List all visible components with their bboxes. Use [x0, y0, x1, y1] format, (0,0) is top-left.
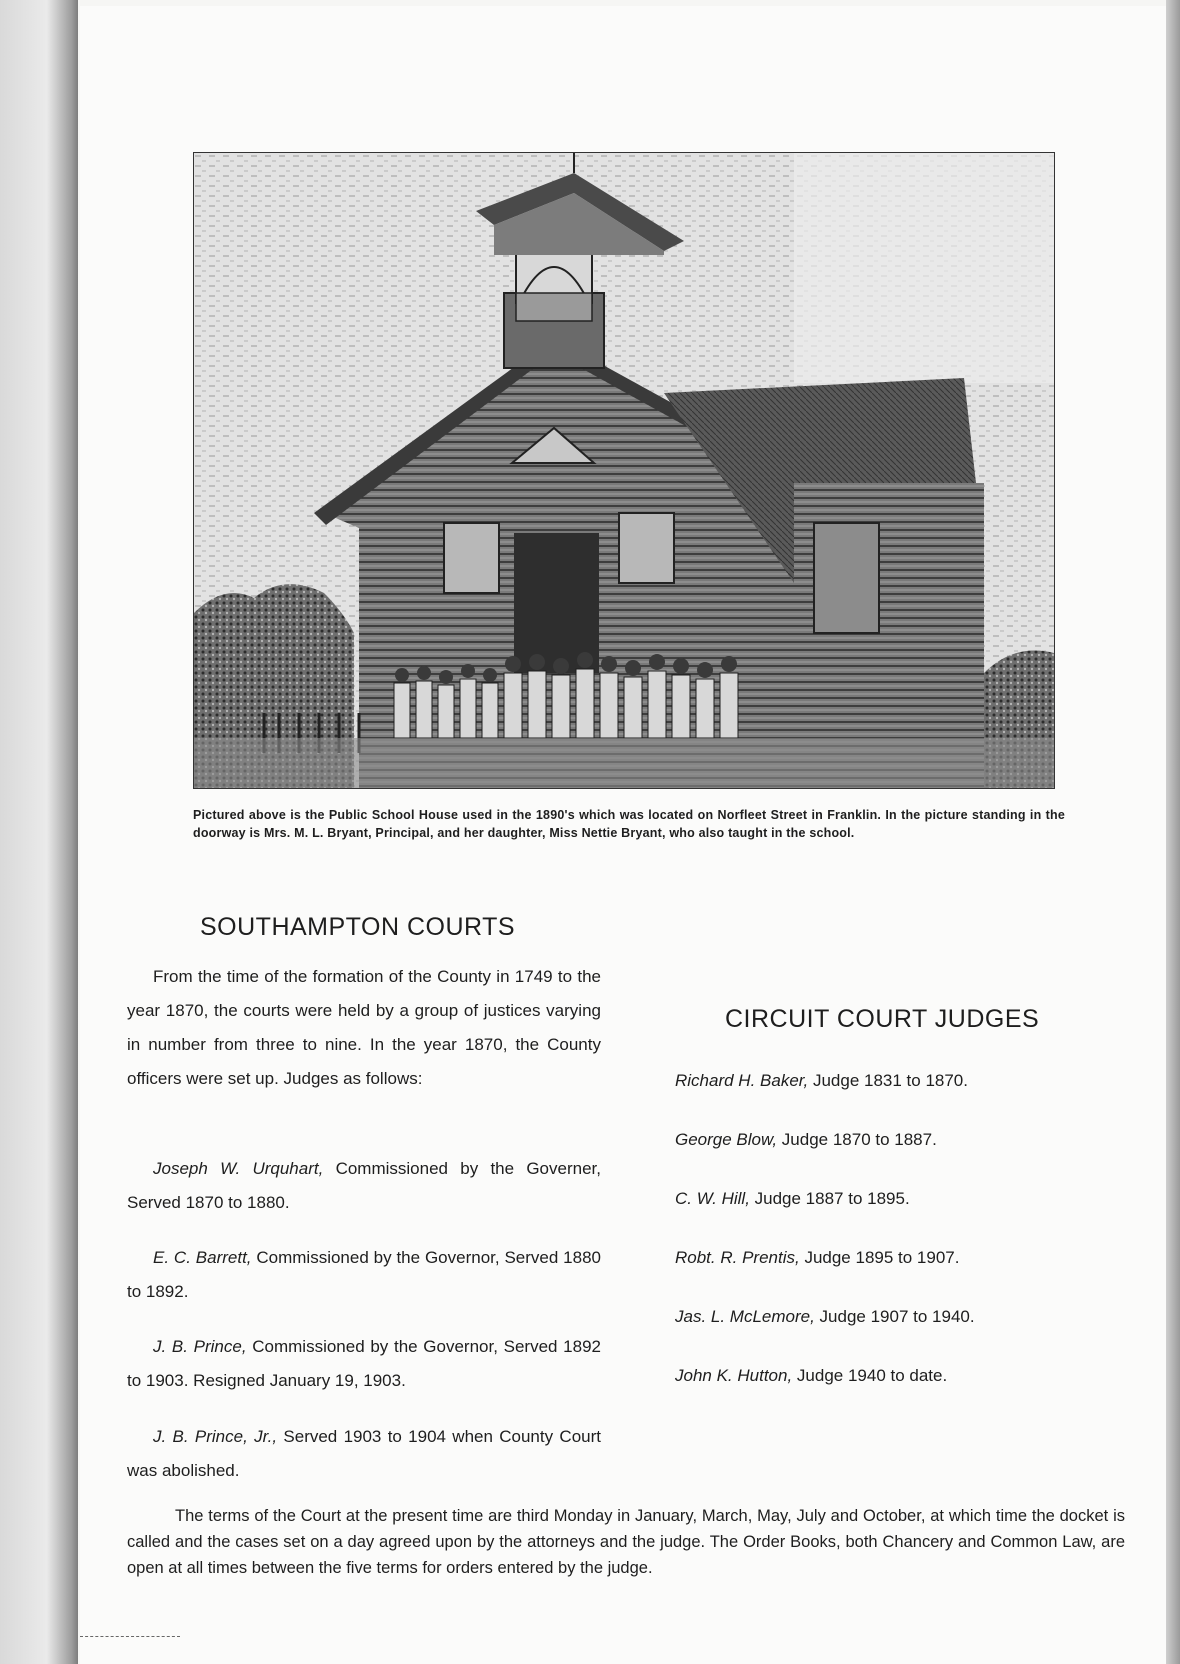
judge-name: J. B. Prince, Jr.,	[153, 1427, 278, 1446]
photo-caption: Pictured above is the Public School House used in the 1890's which was located on Norfleet Street in Franklin. In the picture standing in the doorway is Mrs. M. L. Bryant, Principal, and her daughter, Miss Nettie Bryant, who also taught in the school.	[193, 808, 1065, 840]
circuit-judge-item	[675, 1248, 959, 1268]
circuit-judge-term: Judge 1907 to 1940.	[814, 1307, 975, 1326]
circuit-judge-item	[675, 1189, 910, 1209]
court-terms-paragraph: The terms of the Court at the present time are third Monday in January, March, May, July and October, at which time the docket is called and the cases set on a day agreed upon by the attorneys and the judge. The Order Books, both Chancery and Common Law, are open at all times between the five terms for orders entered by the judge.	[127, 1507, 1125, 1577]
circuit-judge-term: Judge 1895 to 1907.	[799, 1248, 960, 1267]
judge-name: E. C. Barrett,	[153, 1248, 252, 1267]
scan-edge-left	[0, 0, 78, 1664]
school-house-photo	[193, 152, 1055, 789]
southampton-courts-heading: SOUTHAMPTON COURTS	[200, 913, 516, 941]
circuit-judge-item	[675, 1130, 937, 1150]
intro-paragraph: From the time of the formation of the County in 1749 to the year 1870, the courts were held by a group of justices varying in number from three to nine. In the year 1870, the County officers were set up. Judges as follows:	[127, 967, 601, 1088]
county-judge-entry	[127, 1420, 601, 1488]
circuit-court-judges-heading: CIRCUIT COURT JUDGES	[725, 1005, 1040, 1033]
county-judge-entry	[127, 1152, 601, 1220]
circuit-judge-name: Richard H. Baker,	[675, 1071, 809, 1090]
scan-edge-right	[1166, 0, 1180, 1664]
circuit-judge-item	[675, 1366, 947, 1386]
circuit-judge-term: Judge 1831 to 1870.	[808, 1071, 968, 1090]
bottom-divider	[80, 1636, 180, 1637]
judge-name: J. B. Prince,	[153, 1337, 247, 1356]
judge-name: Joseph W. Urquhart,	[153, 1159, 324, 1178]
judge-service: Served 1903 to 1904 when County Court was abolished.	[127, 1427, 601, 1480]
circuit-judge-term: Judge 1940 to date.	[792, 1366, 948, 1385]
circuit-judge-name: C. W. Hill,	[675, 1189, 750, 1208]
judge-service: Commissioned by the Governor, Served 1892 to 1903. Resigned January 19, 1903.	[127, 1337, 601, 1390]
circuit-judge-name: John K. Hutton,	[675, 1366, 793, 1385]
circuit-judge-item	[675, 1071, 968, 1091]
circuit-judge-name: George Blow,	[675, 1130, 778, 1149]
judge-service: Commissioned by the Governer, Served 1870 to 1880.	[127, 1159, 601, 1212]
circuit-judge-term: Judge 1887 to 1895.	[749, 1189, 910, 1208]
circuit-judge-name: Robt. R. Prentis,	[675, 1248, 800, 1267]
judge-service: Commissioned by the Governor, Served 1880 to 1892.	[127, 1248, 601, 1301]
southampton-intro	[127, 960, 601, 1096]
circuit-judge-term: Judge 1870 to 1887.	[777, 1130, 937, 1149]
county-judge-entry	[127, 1330, 601, 1398]
county-judge-entry	[127, 1241, 601, 1309]
circuit-judge-item	[675, 1307, 975, 1327]
circuit-judge-name: Jas. L. McLemore,	[675, 1307, 815, 1326]
